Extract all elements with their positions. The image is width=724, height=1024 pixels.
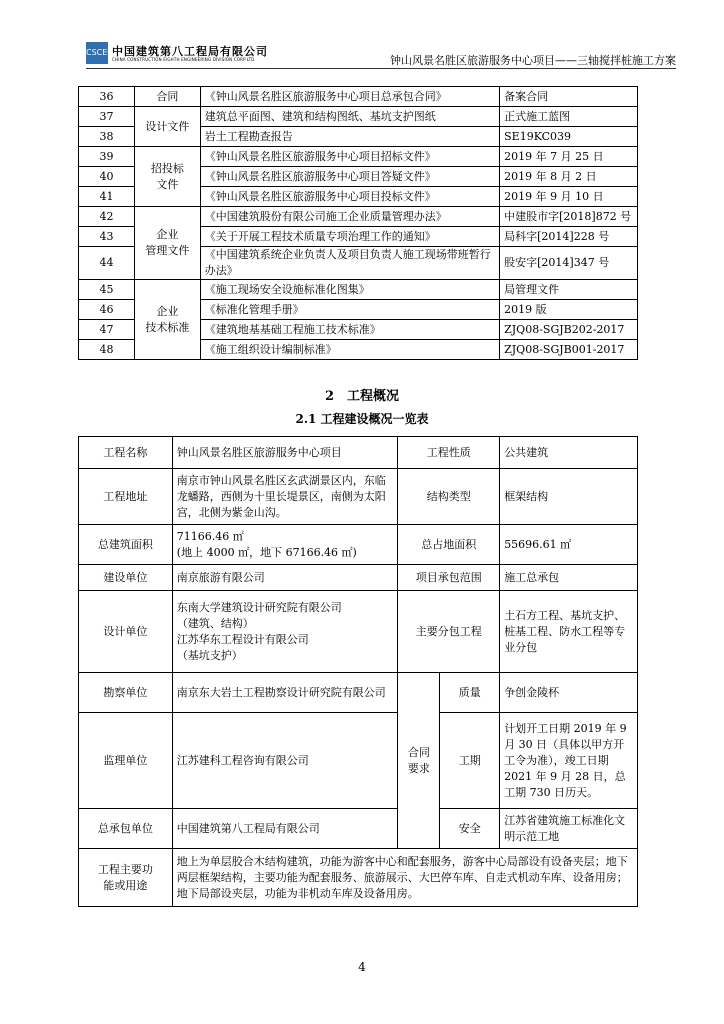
field-label: 工程地址 <box>79 469 173 525</box>
field-value: 钟山风景名胜区旅游服务中心项目 <box>172 437 398 469</box>
field-label: 建设单位 <box>79 565 173 591</box>
company-name-en: CHINA CONSTRUCTION EIGHTH ENGINEERING DIVISION CORP.LTD <box>112 57 255 62</box>
field-label: 项目承包范围 <box>398 565 500 591</box>
document-name: 《钟山风景名胜区旅游服务中心项目招标文件》 <box>200 147 499 167</box>
page-number: 4 <box>358 960 366 974</box>
field-label: 工程性质 <box>398 437 500 469</box>
table-row <box>79 809 638 849</box>
field-value <box>172 591 398 673</box>
document-code: ZJQ08-SGJB202-2017 <box>500 320 638 340</box>
field-label: 质量 <box>440 673 500 713</box>
field-value: 中国建筑第八工程局有限公司 <box>172 809 398 849</box>
field-value: 框架结构 <box>500 469 638 525</box>
document-code: 正式施工蓝图 <box>500 107 638 127</box>
section-heading: 2 工程概况 <box>324 389 400 404</box>
field-label: 安全 <box>440 809 500 849</box>
company-logo-icon: CSCEC <box>86 42 108 64</box>
table-row <box>79 469 638 525</box>
document-code: 备案合同 <box>500 87 638 107</box>
category-cell <box>134 207 200 280</box>
field-label: 工期 <box>440 713 500 809</box>
value-line: 江苏华东工程设计有限公司 <box>176 632 309 646</box>
row-number: 37 <box>79 107 135 127</box>
document-name: 《施工现场安全设施标准化图集》 <box>200 280 499 300</box>
field-label: 勘察单位 <box>79 673 173 713</box>
category-cell: 设计文件 <box>134 107 200 147</box>
value-line: 东南大学建筑设计研究院有限公司 <box>176 600 342 614</box>
row-number: 36 <box>79 87 135 107</box>
field-value: 计划开工日期 2019 年 9 月 30 日（具体以甲方开工令为准），竣工日期 2021 年 9 月 28 日，总工期 730 日历天。 <box>500 713 638 809</box>
category-cell: 合同 <box>134 87 200 107</box>
field-value: 争创金陵杯 <box>500 673 638 713</box>
field-value: 地上为单层胶合木结构建筑，功能为游客中心和配套服务，游客中心局部设有设备夹层；地下两层框架结构，主要功能为配套服务、旅游展示、大巴停车库、自走式机动车库、设备用房；地下局部设夹层，功能为非机动车库及设备用房。 <box>172 849 637 907</box>
document-code: 2019 年 8 月 2 日 <box>500 167 638 187</box>
category-line: 文件 <box>156 177 179 191</box>
row-number: 41 <box>79 187 135 207</box>
category-line: 管理文件 <box>145 244 190 257</box>
row-number: 39 <box>79 147 135 167</box>
table-row <box>79 565 638 591</box>
category-cell <box>134 280 200 360</box>
document-name: 《标准化管理手册》 <box>200 300 499 320</box>
document-name: 《建筑地基基础工程施工技术标准》 <box>200 320 499 340</box>
label-line: 合同 <box>407 745 430 759</box>
label-line: 工程主要功 <box>97 862 153 876</box>
value-line: 71166.46 ㎡ <box>176 529 244 543</box>
document-code: 股安字[2014]347 号 <box>500 247 638 280</box>
row-number: 44 <box>79 247 135 280</box>
table-row <box>79 437 638 469</box>
document-name: 《钟山风景名胜区旅游服务中心项目总承包合同》 <box>200 87 499 107</box>
row-number: 40 <box>79 167 135 187</box>
company-name-cn: 中国建筑第八工程局有限公司 <box>112 45 268 58</box>
field-value: 土石方工程、基坑支护、桩基工程、防水工程等专业分包 <box>500 591 638 673</box>
field-label <box>398 673 440 849</box>
field-label: 工程名称 <box>79 437 173 469</box>
value-line: （基坑支护） <box>176 648 243 662</box>
table-row <box>79 673 638 713</box>
document-code: SE19KC039 <box>500 127 638 147</box>
row-number: 48 <box>79 340 135 360</box>
field-label: 总建筑面积 <box>79 525 173 565</box>
table-row <box>79 207 638 227</box>
field-label: 总承包单位 <box>79 809 173 849</box>
field-value <box>172 525 398 565</box>
category-cell <box>134 147 200 207</box>
subsection-heading: 2.1 工程建设概况一览表 <box>295 412 429 426</box>
row-number: 38 <box>79 127 135 147</box>
row-number: 46 <box>79 300 135 320</box>
field-value: 南京旅游有限公司 <box>172 565 398 591</box>
field-label: 监理单位 <box>79 713 173 809</box>
document-name: 《钟山风景名胜区旅游服务中心项目答疑文件》 <box>200 167 499 187</box>
table-row <box>79 147 638 167</box>
document-name: 建筑总平面图、建筑和结构图纸、基坑支护图纸 <box>200 107 499 127</box>
value-line: （建筑、结构） <box>176 616 254 630</box>
field-label: 结构类型 <box>398 469 500 525</box>
table-row <box>79 280 638 300</box>
document-code: 2019 年 9 月 10 日 <box>500 187 638 207</box>
document-name: 《钟山风景名胜区旅游服务中心项目投标文件》 <box>200 187 499 207</box>
document-code: 局科字[2014]228 号 <box>500 227 638 247</box>
field-value: 南京市钟山风景名胜区玄武湖景区内，东临龙蟠路，西侧为十里长堤景区，南侧为太阳宫，北侧为紫金山沟。 <box>172 469 398 525</box>
document-name: 《中国建筑股份有限公司施工企业质量管理办法》 <box>200 207 499 227</box>
field-value: 施工总承包 <box>500 565 638 591</box>
table-row <box>79 713 638 809</box>
category-line: 企业 <box>156 228 179 241</box>
document-code: 局管理文件 <box>500 280 638 300</box>
row-number: 47 <box>79 320 135 340</box>
row-number: 42 <box>79 207 135 227</box>
document-title: 钟山风景名胜区旅游服务中心项目——三轴搅拌桩施工方案 <box>390 54 676 67</box>
table-row <box>79 849 638 907</box>
field-value: 江苏建科工程咨询有限公司 <box>172 713 398 809</box>
document-name: 《中国建筑系统企业负责人及项目负责人施工现场带班暂行办法》 <box>200 247 499 280</box>
category-line: 企业 <box>156 304 179 318</box>
label-line: 要求 <box>407 761 430 775</box>
document-code: 2019 年 7 月 25 日 <box>500 147 638 167</box>
page-header <box>86 36 676 69</box>
document-name: 《施工组织设计编制标准》 <box>200 340 499 360</box>
field-label: 设计单位 <box>79 591 173 673</box>
row-number: 45 <box>79 280 135 300</box>
field-value: 55696.61 ㎡ <box>500 525 638 565</box>
reference-table <box>78 86 638 360</box>
field-value: 江苏省建筑施工标准化文明示范工地 <box>500 809 638 849</box>
document-name: 《关于开展工程技术质量专项治理工作的通知》 <box>200 227 499 247</box>
table-row <box>79 591 638 673</box>
category-line: 技术标准 <box>145 320 190 334</box>
field-label: 总占地面积 <box>398 525 500 565</box>
document-code: 中建股市字[2018]872 号 <box>500 207 638 227</box>
field-value: 南京东大岩土工程勘察设计研究院有限公司 <box>172 673 398 713</box>
field-value: 公共建筑 <box>500 437 638 469</box>
field-label <box>79 849 173 907</box>
table-row <box>79 525 638 565</box>
table-row <box>79 87 638 107</box>
label-line: 能或用途 <box>103 878 148 892</box>
category-line: 招投标 <box>150 161 184 175</box>
table-row <box>79 107 638 127</box>
field-label: 主要分包工程 <box>398 591 500 673</box>
value-line: (地上 4000 ㎡，地下 67166.46 ㎡) <box>176 545 357 559</box>
project-overview-table <box>78 436 638 907</box>
document-name: 岩土工程勘查报告 <box>200 127 499 147</box>
document-code: ZJQ08-SGJB001-2017 <box>500 340 638 360</box>
row-number: 43 <box>79 227 135 247</box>
document-code: 2019 版 <box>500 300 638 320</box>
